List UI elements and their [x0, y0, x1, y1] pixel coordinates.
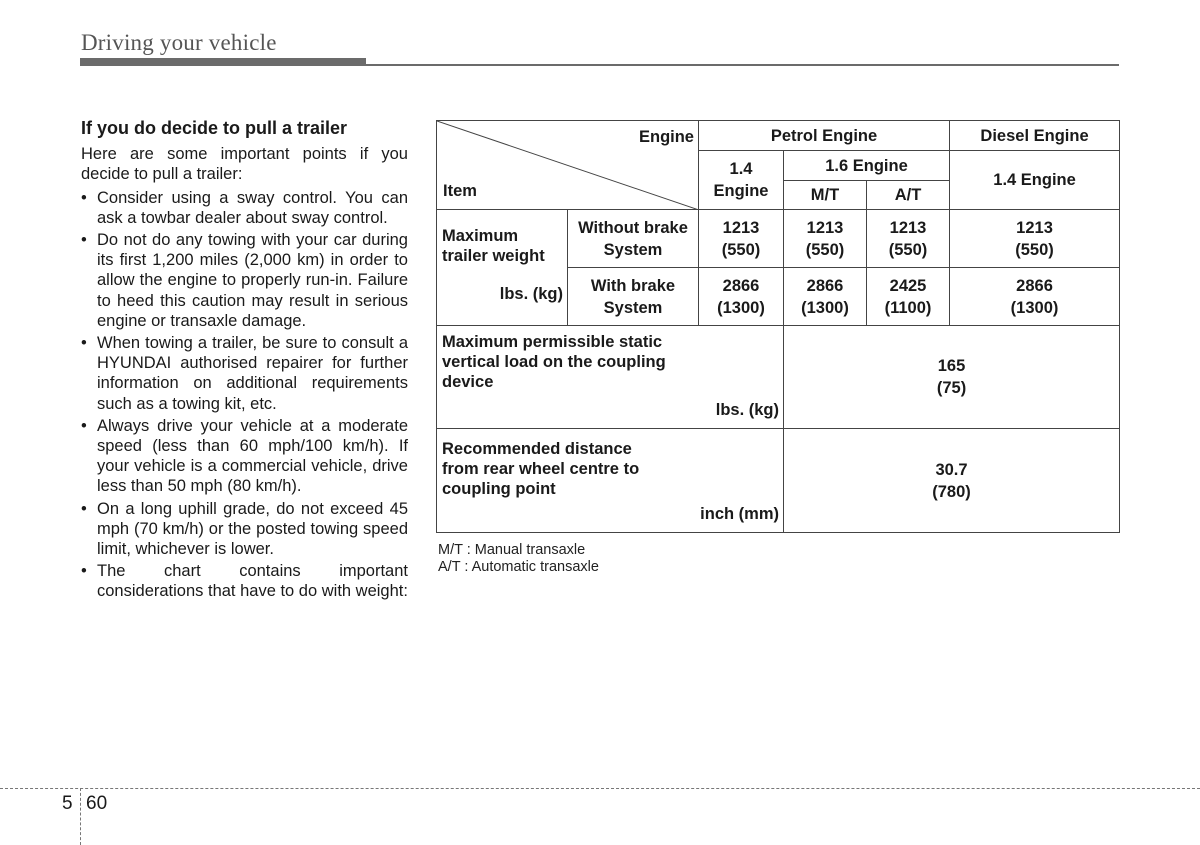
- static-line2: vertical load on the coupling: [442, 353, 666, 371]
- with-brake-line1: With brake: [590, 276, 676, 295]
- value-lbs: 1213: [889, 218, 927, 237]
- section-heading: If you do decide to pull a trailer: [81, 118, 348, 138]
- bullet-item: • When towing a trailer, be sure to consult a HYUNDAI authorised repairer for further information on additional requirements such as a towing kit, etc.: [81, 333, 408, 414]
- value-lbs: 2866: [1016, 276, 1053, 295]
- mt-header: M/T: [784, 181, 867, 210]
- distance-line1: Recommended distance: [442, 440, 632, 458]
- petrol-engine-header: Petrol Engine: [699, 121, 950, 151]
- value-lbs: 2866: [806, 276, 844, 295]
- table-row: [437, 121, 1120, 151]
- footnote-mt: M/T : Manual transaxle: [438, 542, 586, 558]
- petrol-14-header: [699, 151, 784, 210]
- static-load-value: [784, 326, 1120, 429]
- value-kg: (550): [805, 240, 845, 259]
- footer-divider: [80, 788, 81, 845]
- value-cell: [950, 210, 1120, 268]
- distance-value-mm: (780): [932, 482, 971, 501]
- static-load-label: [437, 326, 784, 429]
- without-brake-line2: System: [603, 240, 663, 259]
- with-brake-label: [568, 268, 699, 326]
- value-cell: [699, 210, 784, 268]
- distance-value: [784, 429, 1120, 533]
- value-kg: (550): [721, 240, 761, 259]
- bullet-list: [81, 188, 408, 602]
- value-cell: [784, 268, 867, 326]
- diesel-engine-header: Diesel Engine: [950, 121, 1120, 151]
- value-lbs: 1213: [722, 218, 760, 237]
- value-kg: (1100): [884, 298, 932, 317]
- distance-line2: from rear wheel centre to: [442, 460, 640, 478]
- page-number: 60: [86, 793, 108, 814]
- header-rule-thick: [80, 58, 366, 66]
- table-row: [437, 210, 1120, 268]
- value-kg: (1300): [717, 298, 765, 317]
- distance-value-inch: 30.7: [935, 460, 968, 479]
- bullet-item: • The chart contains important considerations that have to do with weight:: [81, 561, 408, 601]
- value-kg: (1300): [1010, 298, 1059, 317]
- max-trailer-weight-label: [437, 210, 568, 326]
- value-cell: [784, 210, 867, 268]
- value-lbs: 1213: [1016, 218, 1053, 237]
- chapter-number: 5: [62, 793, 73, 814]
- value-cell: [950, 268, 1120, 326]
- value-kg: (550): [888, 240, 928, 259]
- corner-header-cell: [437, 121, 699, 210]
- bullet-item: • Always drive your vehicle at a moderate speed (less than 60 mph/100 km/h). If your vehicle is a commercial vehicle, drive less than 50 mph (80 km/h).: [81, 416, 408, 497]
- static-value-lbs: 165: [937, 357, 966, 375]
- without-brake-label: [568, 210, 699, 268]
- distance-unit: inch (mm): [700, 505, 779, 523]
- corner-item-label: Item: [443, 182, 477, 200]
- diesel-14-header: 1.4 Engine: [950, 151, 1120, 210]
- left-column: [81, 118, 408, 604]
- static-line1: Maximum permissible static: [442, 333, 663, 351]
- petrol-14-line1: 1.4: [729, 160, 753, 178]
- distance-line3: coupling point: [442, 480, 556, 498]
- at-header: A/T: [867, 181, 950, 210]
- without-brake-line1: Without brake: [578, 218, 688, 237]
- value-kg: (1300): [801, 298, 849, 317]
- with-brake-line2: System: [603, 298, 663, 317]
- footer-rule: [0, 788, 1200, 789]
- static-value-kg: (75): [936, 379, 967, 397]
- bullet-item: • Consider using a sway control. You can ask a towbar dealer about sway control.: [81, 188, 408, 228]
- table-footnotes: [438, 542, 599, 576]
- table-row: [437, 326, 1120, 429]
- section-header-title: Driving your vehicle: [81, 30, 277, 55]
- value-lbs: 2425: [889, 276, 927, 295]
- corner-engine-label: Engine: [638, 128, 694, 146]
- header-rule-thin: [366, 64, 1119, 66]
- petrol-14-line2: Engine: [713, 182, 769, 200]
- value-cell: [867, 268, 950, 326]
- value-cell: [867, 210, 950, 268]
- towing-spec-table: [436, 120, 1120, 533]
- value-kg: (550): [1015, 240, 1054, 259]
- max-trailer-line1: Maximum: [442, 227, 519, 245]
- static-unit: lbs. (kg): [715, 401, 779, 419]
- max-trailer-line2: trailer weight: [442, 247, 545, 265]
- intro-paragraph: Here are some important points if you decide to pull a trailer:: [81, 145, 408, 184]
- bullet-item: • Do not do any towing with your car during its first 1,200 miles (2,000 km) in order to allow the engine to properly run-in. Failure to heed this caution may result in serious engine or transaxle damage.: [81, 230, 408, 331]
- value-cell: [699, 268, 784, 326]
- distance-label: [437, 429, 784, 533]
- static-line3: device: [442, 373, 494, 391]
- table-row: [437, 429, 1120, 533]
- petrol-16-header: 1.6 Engine: [784, 151, 950, 181]
- max-trailer-unit: lbs. (kg): [499, 285, 563, 303]
- footnote-at: A/T : Automatic transaxle: [438, 559, 599, 575]
- value-lbs: 1213: [806, 218, 844, 237]
- bullet-item: • On a long uphill grade, do not exceed 45 mph (70 km/h) or the posted towing speed limit, whichever is lower.: [81, 499, 408, 560]
- value-lbs: 2866: [722, 276, 760, 295]
